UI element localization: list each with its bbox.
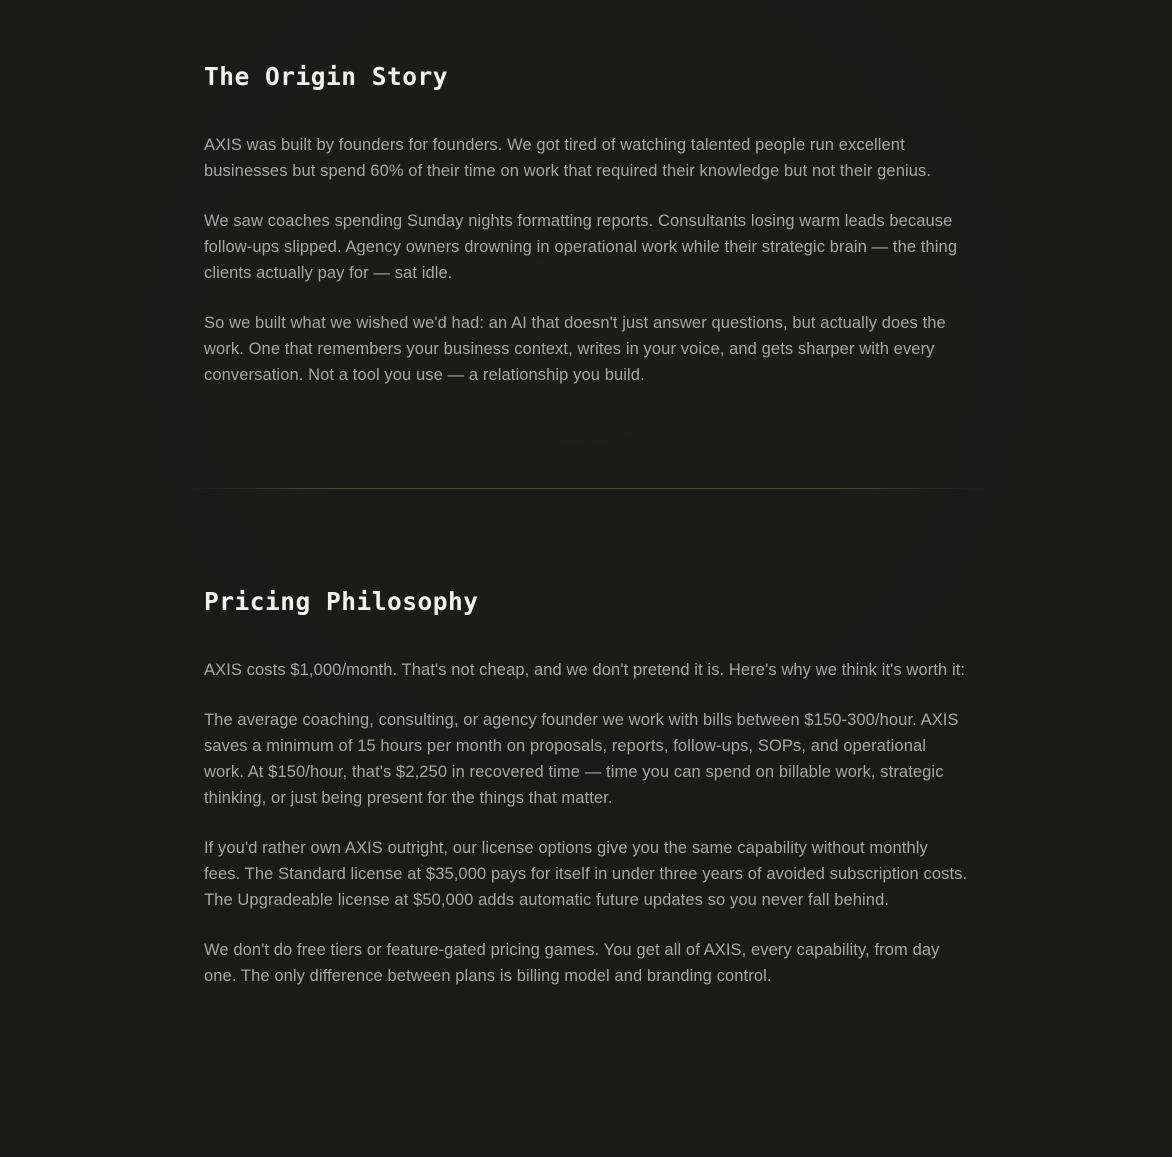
origin-story-paragraph-3: So we built what we wished we'd had: an AI that doesn't just answer questions, but actually does the work. One that remembers your business context, writes in your voice, and gets sharper with every conversation. Not a tool you use — a relationship you build.	[204, 314, 946, 384]
pricing-philosophy-paragraph-3: If you'd rather own AXIS outright, our license options give you the same capability without monthly fees. The Standard license at $35,000 pays for itself in under three years of avoided subscription costs. The Upgradeable license at $50,000 adds automatic future updates so you never fall behind.	[204, 839, 968, 909]
pricing-philosophy-paragraph-1: AXIS costs $1,000/month. That's not cheap, and we don't pretend it is. Here's why we think it's worth it:	[204, 661, 966, 679]
pricing-philosophy-heading: Pricing Philosophy	[204, 587, 479, 616]
content-column	[204, 587, 968, 989]
origin-story-paragraph-2: We saw coaches spending Sunday nights formatting reports. Consultants losing warm leads because follow-ups slipped. Agency owners drowning in operational work while their strategic brain — the thing clients actually pay for — sat idle.	[204, 212, 958, 282]
origin-story-paragraph-1: AXIS was built by founders for founders. We got tired of watching talented people run excellent businesses but spend 60% of their time on work that required their knowledge but not their genius.	[204, 136, 932, 180]
pricing-philosophy-paragraph-4: We don't do free tiers or feature-gated pricing games. You get all of AXIS, every capability, from day one. The only difference between plans is billing model and branding control.	[204, 941, 940, 985]
pricing-philosophy-paragraph-2: The average coaching, consulting, or agency founder we work with bills between $150-300/hour. AXIS saves a minimum of 15 hours per month on proposals, reports, follow-ups, SOPs, and operational work. At $150/hour, that's $2,250 in recovered time — time you can spend on billable work, strategic thinking, or just being present for the things that matter.	[204, 711, 959, 807]
section-pricing-philosophy	[0, 489, 1172, 1154]
content-column	[204, 62, 968, 388]
section-origin-story	[0, 0, 1172, 488]
origin-story-heading: The Origin Story	[204, 62, 449, 91]
